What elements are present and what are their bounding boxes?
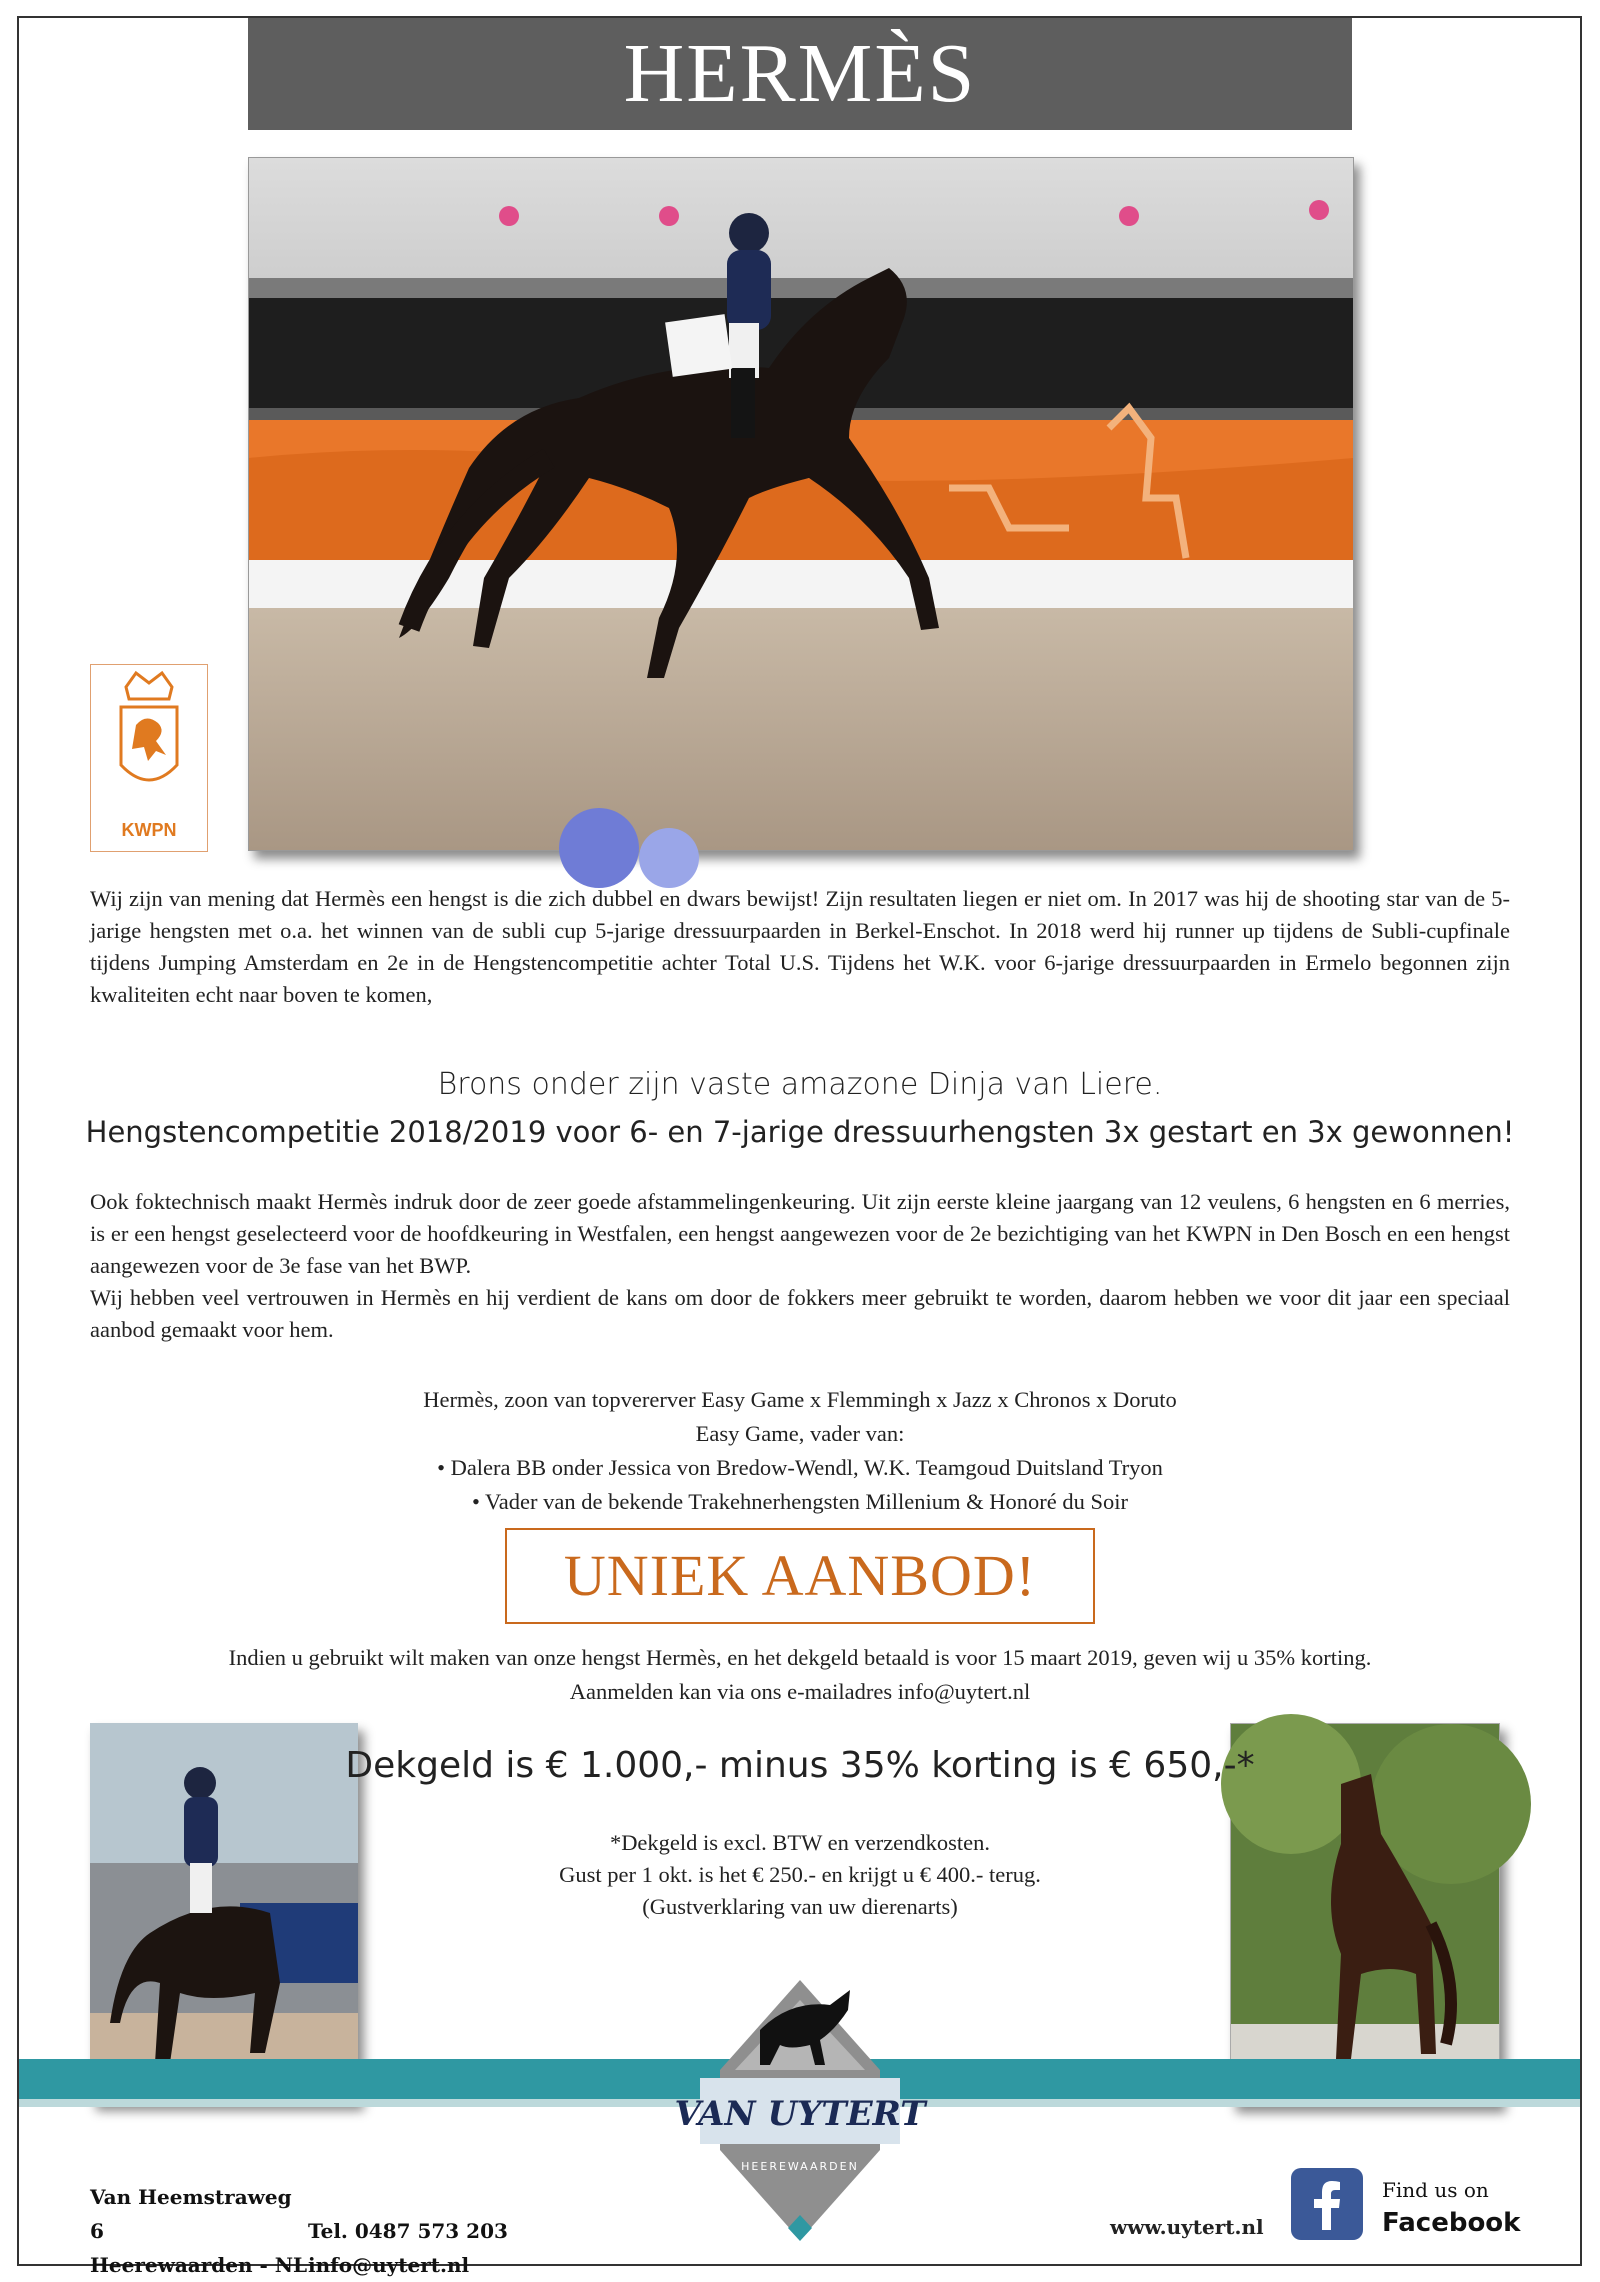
- intro-paragraph: [90, 883, 1510, 1011]
- unique-offer-title: UNIEK AANBOD!: [505, 1528, 1095, 1624]
- facebook-find-text: Find us on: [1382, 2178, 1489, 2202]
- address-line-1: Van Heemstraweg 6: [90, 2185, 292, 2243]
- brand-name: VAN UYTERT: [674, 2094, 926, 2134]
- discount-text: Indien u gebruikt wilt maken van onze hengst Hermès, en het dekgeld betaald is voor 15 maart 2019, geven wij u 35% korting.: [228, 1645, 1372, 1670]
- page-title: HERMÈS: [248, 18, 1352, 130]
- sire-bullet-2: • Vader van de bekende Trakehnerhengsten Millenium & Honoré du Soir: [471, 1489, 1129, 1514]
- facebook-icon[interactable]: [1291, 2168, 1363, 2240]
- website-link[interactable]: www.uytert.nl: [1110, 2215, 1264, 2239]
- kwpn-label: KWPN: [121, 820, 177, 840]
- gust-note: Gust per 1 okt. is het € 250.- en krijgt u € 400.- terug.: [559, 1862, 1041, 1887]
- signup-text: Aanmelden kan via ons e-mailadres info@uytert.nl: [569, 1679, 1031, 1704]
- vet-note: (Gustverklaring van uw dierenarts): [642, 1894, 958, 1919]
- breeding-paragraph: [90, 1186, 1510, 1346]
- phone-number: Tel. 0487 573 203: [308, 2219, 508, 2243]
- footer-contact: [90, 2180, 508, 2282]
- discount-block: [0, 1641, 1600, 1709]
- facebook-name[interactable]: Facebook: [1382, 2208, 1521, 2238]
- highlight-competition: Hengstencompetitie 2018/2019 voor 6- en 7-jarige dressuurhengsten 3x gestart en 3x gewonnen!: [85, 1115, 1515, 1149]
- lineage-block: [0, 1383, 1600, 1519]
- highlight-bronze: Brons onder zijn vaste amazone Dinja van Liere.: [437, 1067, 1163, 1102]
- intro-text: Wij zijn van mening dat Hermès een hengst is die zich dubbel en dwars bewijst! Zijn resultaten liegen er niet om. In 2017 was hij de shooting star van de 5-jarige hengsten met o.a. het winnen van de subli cup 5-jarige dressuurpaarden in Berkel-Enschot. In 2018 werd hij runner up tijdens de Subli-cupfinale tijdens Jumping Amsterdam en 2e in de Hengstencompetitie achter Total U.S. Tijdens het W.K. voor 6-jarige dressuurpaarden in Ermelo begonnen zijn kwaliteiten echt naar boven te komen,: [90, 886, 1510, 1007]
- brand-place: HEEREWAARDEN: [741, 2160, 859, 2173]
- sire-bullet-1: • Dalera BB onder Jessica von Bredow-Wendl, W.K. Teamgoud Duitsland Tryon: [437, 1455, 1163, 1480]
- lineage-line: Hermès, zoon van topvererver Easy Game x Flemmingh x Jazz x Chronos x Doruto: [423, 1387, 1177, 1412]
- price-line: Dekgeld is € 1.000,- minus 35% korting is € 650,-*: [345, 1745, 1255, 1786]
- address-line-2: Heerewaarden - NL: [90, 2253, 308, 2277]
- vat-note: *Dekgeld is excl. BTW en verzendkosten.: [609, 1830, 991, 1855]
- breeding-text-1: Ook foktechnisch maakt Hermès indruk door de zeer goede afstammelingenkeuring. Uit zijn eerste kleine jaargang van 12 veulens, 6 hengsten en 6 merries, is er een hengst geselecteerd voor de hoofdkeuring in Westfalen, een hengst aangewezen voor de 2e bezichtiging van het KWPN in Den Bosch en een hengst aangewezen voor de 3e fase van het BWP.: [90, 1189, 1510, 1278]
- email-link[interactable]: info@uytert.nl: [308, 2253, 470, 2277]
- price-notes: [0, 1827, 1600, 1923]
- main-horse-photo: [248, 157, 1354, 851]
- sire-line: Easy Game, vader van:: [695, 1421, 905, 1446]
- kwpn-logo: [90, 664, 208, 852]
- van-uytert-logo: [674, 1960, 926, 2260]
- breeding-text-2: Wij hebben veel vertrouwen in Hermès en hij verdient de kans om door de fokkers meer gebruikt te worden, daarom hebben we voor dit jaar een speciaal aanbod gemaakt voor hem.: [90, 1285, 1510, 1342]
- kwpn-crest-icon: [91, 665, 207, 815]
